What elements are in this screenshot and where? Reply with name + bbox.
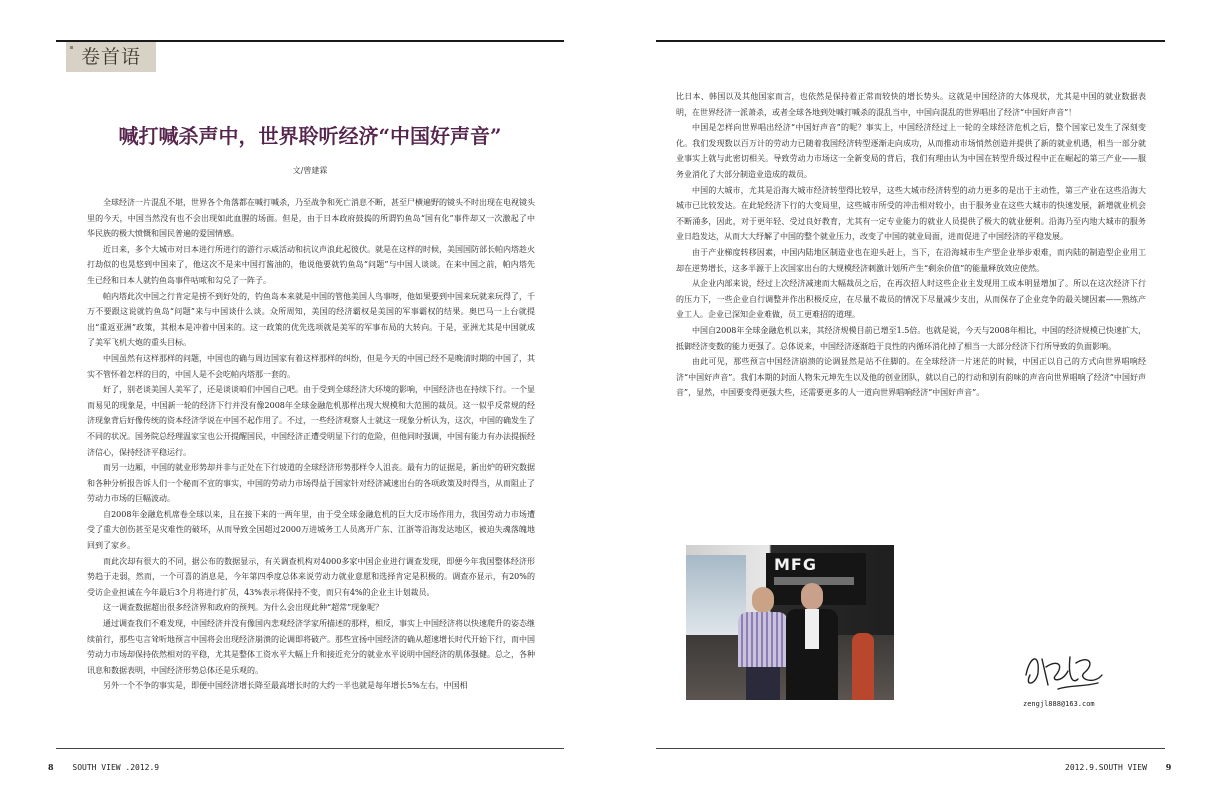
author-email: zengjl888@163.com: [1023, 700, 1095, 708]
photo-person-right: [786, 583, 838, 700]
paragraph: 中国是怎样向世界唱出经济“中国好声音”的呢？事实上，中国经济经过上一轮的全球经济危机之后，整个国家已发生了深刻变化。我们发现数以百万计的劳动力已随着我国经济转型逐渐走向成功，从而推动市场悄然创造并提供了新的就业机遇，相当一部分就业事实上就与此密切相关。导致劳动力市场这一全新变局的背后，我们有理由认为中国在转型升级过程中正在崛起的第三产业——服务业消化了大部分制造业造成的裁员。: [676, 123, 1146, 179]
left-body-text: [87, 195, 535, 743]
photo-sign-text: MFG: [774, 555, 817, 574]
bottom-rule: [656, 748, 1165, 749]
magazine-name: 2012.9.SOUTH VIEW: [1065, 763, 1147, 772]
right-page: [610, 0, 1219, 788]
paragraph: 这一调查数据超出很多经济界和政府的预判。为什么会出现此种“超常”现象呢？: [103, 603, 384, 613]
paragraph: 好了，别老谈美国人美军了，还是谈谈咱们中国自己吧。由于受到全球经济大环境的影响，中国经济也在持续下行。一个显而易见的现象是，中国新一轮的经济下行并没有像2008年全球金融危机那样出现大规模和大范围的裁员。这一似乎反常规的经济现象背后好像传统的资本经济学说在中国不起作用了。不过，一些经济观察人士就这一现象分析认为，这次，中国的确发生了不同的状况。国务院总经理温家宝也公开提醒国民，中国经济正遭受明显下行的危险，但他同时强调，中国有能力有办法提振经济信心，保持经济平稳运行。: [87, 385, 535, 457]
right-body-text: [676, 89, 1146, 527]
photo-background-figure: [852, 633, 874, 700]
handwritten-signature: [1018, 645, 1108, 695]
paragraph: 中国虽然有这样那样的问题，中国也的确与周边国家有着这样那样的纠纷，但是今天的中国已经不是晚清时期的中国了，其实不管怀着怎样的目的，中国人是不会吃帕内塔那一套的。: [87, 353, 535, 379]
paragraph: 而另一边厢，中国的就业形势却并非与正处在下行坡道的全球经济形势那样令人沮丧。最有力的证据是，新出炉的研究数据和各种分析报告诉人们一个秘而不宣的事实，中国的劳动力市场得益于国家针对经济减速出台的各项政策及时得当，从而阻止了劳动力市场的巨幅波动。: [87, 463, 535, 504]
author-photo: [686, 545, 894, 700]
paragraph: 而此次却有很大的不同，据公布的数据显示，有关调查机构对4000多家中国企业进行调查发现，即便今年我国整体经济形势趋于走弱，然而，一个可喜的消息是，今年第四季度总体来说劳动力就业意愿和选择肯定是积极的。调查亦显示，有20%的受访企业担诚在今年最后3个月将进行扩员，43%表示将保持不变，而只有4%的企业主计划裁员。: [87, 556, 535, 597]
paragraph: 中国的大城市，尤其是沿海大城市经济转型得比较早，这些大城市经济转型的动力更多的是出于主动性，第三产业在这些沿海大城市已比较发达。在此轮经济下行的大变局里，这些城市所受的冲击相对较小，由于服务业在这些大城市的快速发展，新增就业机会不断涌多，因此，对于更年轻、受过良好教育，尤其有一定专业能力的就业人员提供了极大的就业便利。沿海乃至内地大城市的服务业日趋发达，从而大大纾解了中国的整个就业压力，改变了中国的就业局面，进而促进了中国经济的平稳发展。: [676, 185, 1146, 242]
paragraph: 近日来，多个大城市对日本进行所进行的游行示威活动和抗议声浪此起彼伏。就是在这样的时候，美国国防部长帕内塔趁火打劫似的也晃悠到中国来了，他这次不是来中国打酱油的，他说他要就钓鱼岛“问题”与中国人谈谈。在来中国之前，帕内塔先生已经和日本人就钓鱼岛事件咕哝和勾兑了一阵子。: [87, 244, 535, 285]
magazine-name: SOUTH VIEW .2012.9: [72, 763, 160, 772]
paragraph: 比日本、韩国以及其他国家而言，也依然是保持着正常而较快的增长势头。这就是中国经济的大体现状，尤其是中国的就业数据表明，在世界经济一派萧杀，或者全球各地到处喊打喊杀的混乱当中，中国向混乱的世界唱出了经济“中国好声音”！: [676, 92, 1146, 117]
photo-window: [686, 555, 746, 635]
page-footer: [1065, 762, 1171, 772]
paragraph: 自2008年金融危机席卷全球以来，且在接下来的一两年里，由于受全球金融危机的巨大反市场作用力，我国劳动力市场遭受了重大创伤甚至是灾难性的破坏，从而导致全国超过2000万进城务工人员离开广东、江浙等沿海发达地区，被迫失魂落魄地回到了家乡。: [87, 509, 535, 551]
paragraph: 帕内塔此次中国之行肯定是捞不到好处的，钓鱼岛本来就是中国的管他美国人鸟事呀，他如果要到中国来玩就来玩得了，千万不要跟这说就钓鱼岛“问题”来与中国谈什么谈。众所周知，美国的经济霸权是美国的军事霸权的结果。奥巴马一上台就提出“重返亚洲”政策，其根本是冲着中国来的。这一政策的优先选项就是美军的军事布局的大转向。于是，亚洲尤其是中国就成了美军飞机大炮的重头目标。: [87, 291, 535, 348]
article-headline: 喊打喊杀声中，世界聆听经济“中国好声音”: [118, 124, 502, 148]
page-number: 9: [1165, 762, 1172, 772]
paragraph: 从企业内部来说，经过上次经济减速而大幅裁员之后，在再次招人时这些企业主发现用工成本明显增加了。所以在这次经济下行的压力下，一些企业自行调整并作出积极反应，在尽量不裁员的情况下尽量减少支出，从而保存了企业竞争的最关键因素——熟练产业工人。企业已深知企业难做，员工更难招的道理。: [676, 279, 1146, 320]
top-rule: [656, 40, 1165, 42]
bottom-rule: [56, 748, 564, 749]
paragraph: 通过调查我们不难发现，中国经济并没有像国内悲观经济学家所描述的那样，相反，事实上中国经济将以快速爬升的姿态继续前行，那些屯言耸听地预言中国将会出现经济崩溃的论调即将破产。那些宣扬中国经济的确从超速增长时代开始下行，而中国劳动力市场却保持依然相对的平稳，尤其是整体工资水平大幅上升和接近充分的就业水平说明中国经济的肌体强健。总之，各种讯息和数据表明，中国经济形势总体还是乐观的。: [87, 619, 535, 675]
paragraph: 中国自2008年全球金融危机以来，其经济规模目前已增至1.5倍。也就是说，今天与2008年相比，中国的经济规模已快速扩大，抵御经济变数的能力更强了。总体说来，中国经济逐渐趋于良性的内循环消化掉了相当一大部分经济下行所导致的负面影响。: [676, 325, 1146, 351]
page-number: 8: [48, 762, 54, 772]
page-footer: [48, 762, 159, 772]
paragraph: 全球经济一片混乱不堪，世界各个角落都在喊打喊杀，乃至战争和死亡消息不断，甚至尸横遍野的镜头不时出现在电视镜头里的今天，中国当然没有也不会出现如此血腥的场面。但是，由于日本政府鼓捣的所谓钓鱼岛“国有化”事件却又一次激起了中华民族的极大愤慨和国民普遍的爱国情感。: [87, 198, 535, 239]
paragraph: 由此可见，那些预言中国经济崩溃的论调显然是站不住脚的。在全球经济一片迷茫的时候，中国正以自己的方式向世界唱响经济“中国好声音”。我们本期的封面人物朱元坤先生以及他的创业团队，就以自己的行动和别有韵味的声音向世界唱响了经济“中国好声音”，显然，中国要变得更强大些，还需要更多的人一道向世界唱响经济“中国好声音”。: [676, 357, 1146, 398]
article-byline: 文/曾建霖: [292, 166, 328, 175]
paragraph: 由于产业梯度转移因素，中国内陆地区制造业也在迎头赶上，当下，在沿海城市生产型企业举步艰难，而内陆的制造型企业用工却在逆势增长，这多半源于上次国家出台的大规模经济刺激计划所产生“剩余价值”的能量释放效应使然。: [676, 247, 1146, 273]
section-tab: 卷首语: [66, 42, 156, 72]
paragraph: 另外一个不争的事实是，即便中国经济增长降至最高增长时的大约一半也就是每年增长5%左右，中国相: [103, 681, 468, 691]
photo-person-left: [738, 587, 788, 700]
